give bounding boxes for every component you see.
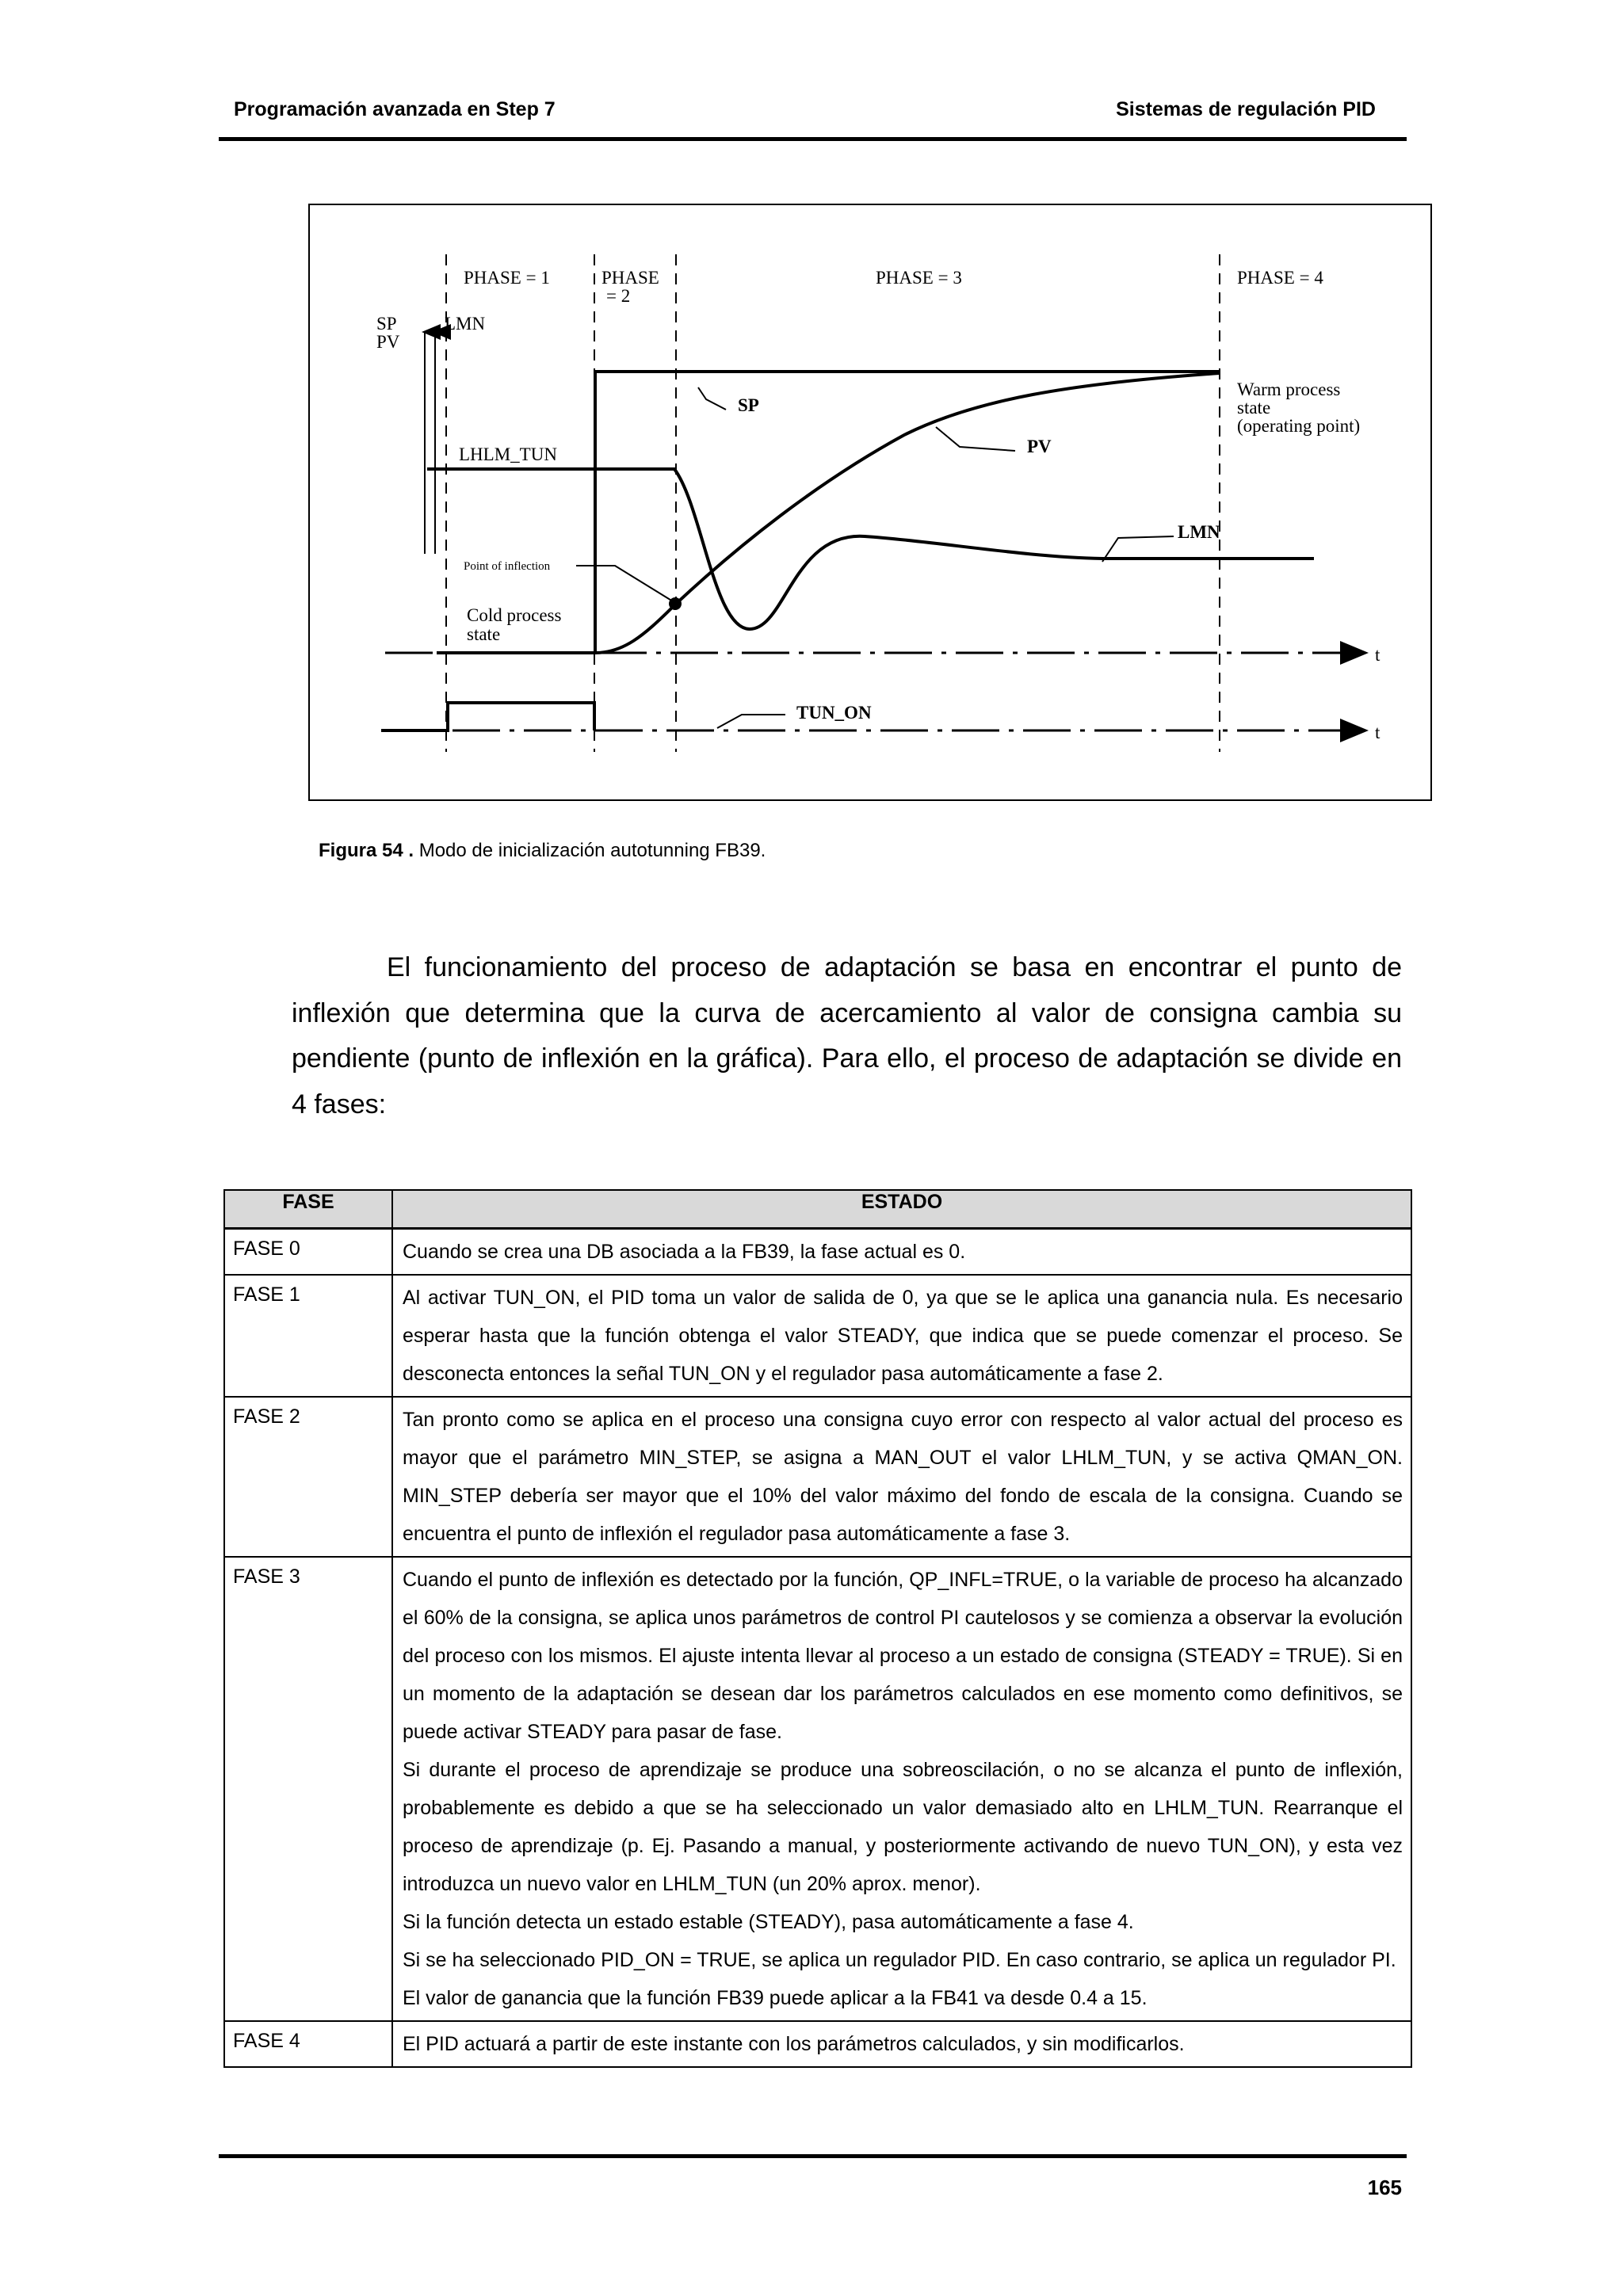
time-label-upper: t [1375, 645, 1381, 665]
body-paragraph [292, 945, 1402, 1127]
table-row [224, 1557, 1411, 2021]
tun-on-signal [381, 703, 594, 730]
lmn-curve-label: LMN [1178, 522, 1220, 542]
fase-cell: FASE 0 [224, 1229, 392, 1276]
phase-2-label-line1: PHASE [601, 268, 659, 288]
autotuning-diagram [310, 205, 1430, 799]
warm-state-label-line2: state [1237, 398, 1271, 418]
estado-text: Al activar TUN_ON, el PID toma un valor de salida de 0, ya que se le aplica una ganancia nula. Es necesario esperar hasta que la función obtenga el valor STEADY, que indica que se puede comenzar el proceso. Se desconecta entonces la señal TUN_ON y el regulador pasa automáticamente a fase 2. [403, 1287, 1403, 1385]
estado-text: El PID actuará a partir de este instante con los parámetros calculados, y sin modificarlos. [403, 2033, 1185, 2055]
warm-state-label-line1: Warm process [1237, 379, 1341, 399]
phase-separators [446, 254, 1220, 752]
table-header-row [224, 1190, 1411, 1229]
phase-4-label: PHASE = 4 [1237, 268, 1323, 288]
figure-caption [319, 840, 766, 862]
pv-curve [595, 373, 1220, 653]
time-label-lower: t [1375, 723, 1381, 742]
fase-cell: FASE 2 [224, 1397, 392, 1557]
phase-2-label-line2: = 2 [606, 286, 631, 306]
estado-text: Cuando se crea una DB asociada a la FB39, la fase actual es 0. [403, 1241, 966, 1263]
figure-54 [308, 204, 1432, 801]
estado-cell [392, 1229, 1411, 1276]
estado-text: Si durante el proceso de aprendizaje se produce una sobreoscilación, o no se alcanza el punto de inflexión, probablemente es debido a que se ha seleccionado un valor demasiado alto en LHLM_TUN. Rearranque el proceso de aprendizaje (p. Ej. Pasando a manual, y posteriormente activando de nuevo TUN_ON), y esta vez introduzca un nuevo valor en LHLM_TUN (un 20% aprox. menor). [403, 1759, 1403, 1895]
lmn-axis-label: LMN [445, 314, 486, 334]
fase-cell: FASE 3 [224, 1557, 392, 2021]
table-row [224, 1397, 1411, 1557]
header-rule [219, 137, 1407, 141]
table-row [224, 1229, 1411, 1276]
estado-cell [392, 2021, 1411, 2067]
cold-state-label-line1: Cold process [467, 605, 562, 625]
running-header-title: Programación avanzada en Step 7 [234, 98, 556, 120]
table-row [224, 1275, 1411, 1397]
figure-caption-label: Figura 54 . [319, 840, 414, 861]
estado-text: Cuando el punto de inflexión es detectado por la función, QP_INFL=TRUE, o la variable de proceso ha alcanzado el 60% de la consigna, se aplica unos parámetros de control PI cautelosos y se comienza a observar la evolución del proceso con los mismos. El ajuste intenta llevar al proceso a un estado de consigna (STEADY = TRUE). Si en un momento de la adaptación se desean dar los parámetros calculados en ese momento como definitivos, se puede activar STEADY para pasar de fase. [403, 1569, 1403, 1743]
header-estado: ESTADO [392, 1190, 1411, 1229]
pv-curve-label: PV [1027, 437, 1052, 456]
sp-axis-label: SP [376, 314, 397, 334]
phase-3-label: PHASE = 3 [876, 268, 962, 288]
estado-text: Si la función detecta un estado estable (STEADY), pasa automáticamente a fase 4. [403, 1911, 1134, 1933]
page-number: 165 [1367, 2176, 1402, 2199]
figure-caption-text: Modo de inicialización autotunning FB39. [418, 840, 766, 861]
footer-rule [219, 2154, 1407, 2158]
phase-1-label: PHASE = 1 [464, 268, 550, 288]
sp-curve-label: SP [738, 395, 759, 415]
point-of-inflection-label: Point of inflection [464, 560, 551, 573]
estado-cell [392, 1275, 1411, 1397]
warm-state-label-line3: (operating point) [1237, 416, 1361, 436]
body-paragraph-text: El funcionamiento del proceso de adaptación se basa en encontrar el punto de inflexión que determina que la curva de acercamiento al valor de consigna cambia su pendiente (punto de inflexión en la gráfica). Para ello, el proceso de adaptación se divide en 4 fases: [292, 952, 1402, 1119]
table-row [224, 2021, 1411, 2067]
lhlm-tun-label: LHLM_TUN [459, 444, 557, 464]
tun-on-label: TUN_ON [796, 703, 872, 723]
estado-cell [392, 1557, 1411, 2021]
header-fase: FASE [224, 1190, 392, 1229]
estado-cell [392, 1397, 1411, 1557]
pv-axis-label: PV [376, 332, 400, 352]
running-header-section: Sistemas de regulación PID [1116, 98, 1376, 120]
estado-text: El valor de ganancia que la función FB39 puede aplicar a la FB41 va desde 0.4 a 15. [403, 1987, 1148, 2009]
phases-table [223, 1189, 1412, 2068]
fase-cell: FASE 1 [224, 1275, 392, 1397]
fase-cell: FASE 4 [224, 2021, 392, 2067]
cold-state-label-line2: state [467, 624, 501, 644]
estado-text: Si se ha seleccionado PID_ON = TRUE, se aplica un regulador PID. En caso contrario, se aplica un regulador PI. [403, 1949, 1396, 1971]
estado-text: Tan pronto como se aplica en el proceso una consigna cuyo error con respecto al valor actual del proceso es mayor que el parámetro MIN_STEP, se asigna a MAN_OUT el valor LHLM_TUN, y se activa QMAN_ON. MIN_STEP debería ser mayor que el 10% del valor máximo del fondo de escala de la consigna. Cuando se encuentra el punto de inflexión el regulador pasa automáticamente a fase 3. [403, 1409, 1403, 1545]
